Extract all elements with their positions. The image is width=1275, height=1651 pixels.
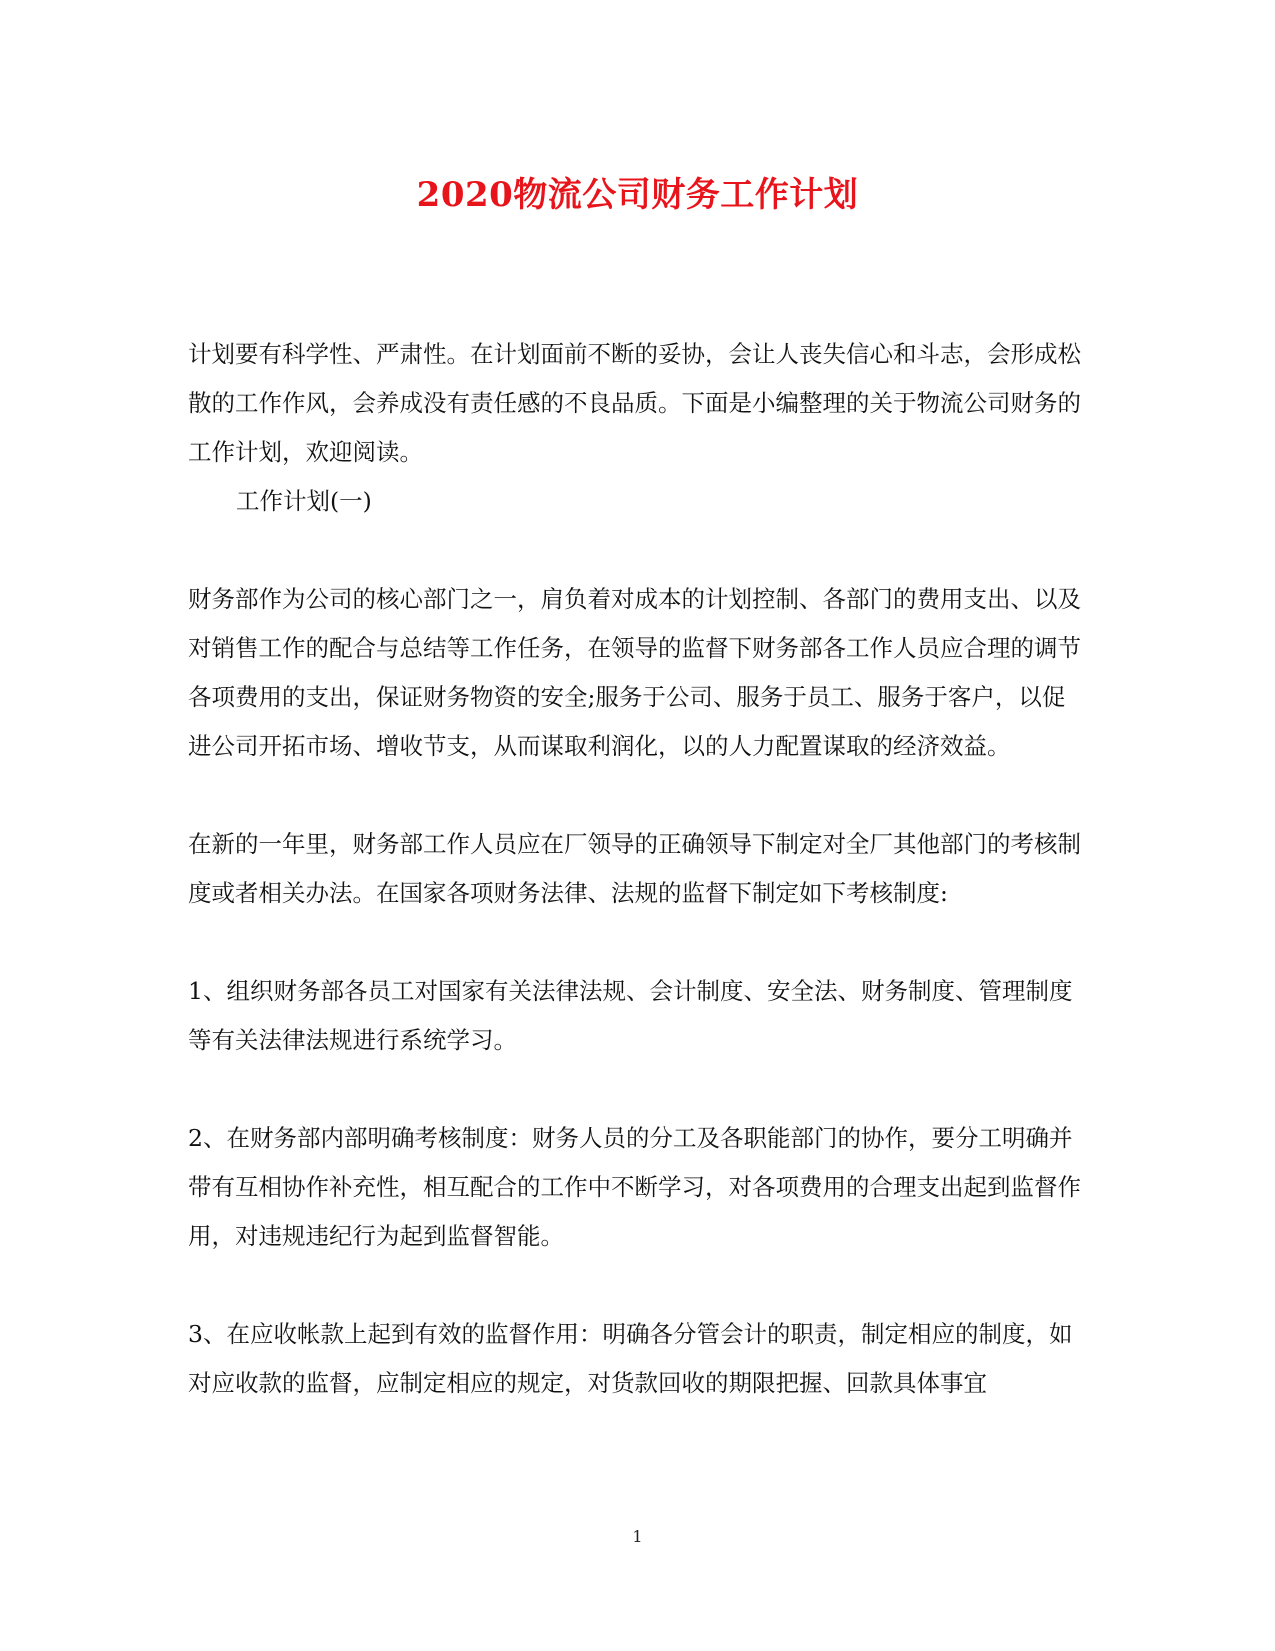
body-paragraph: 财务部作为公司的核心部门之一，肩负着对成本的计划控制、各部门的费用支出、以及对销售工作的配合与总结等工作任务，在领导的监督下财务部各工作人员应合理的调节各项费用的支出，保证财务物资的安全;服务于公司、服务于员工、服务于客户，以促进公司开拓市场、增收节支，从而谋取利润化，以的人力配置谋取的经济效益。 (188, 585, 1081, 760)
document-body (188, 330, 1088, 1408)
section-heading: 工作计划(一) (236, 487, 372, 515)
list-item: 1、组织财务部各员工对国家有关法律法规、会计制度、安全法、财务制度、管理制度等有关法律法规进行系统学习。 (188, 977, 1073, 1054)
paragraph-gap (188, 526, 1088, 575)
body-paragraph: 在新的一年里，财务部工作人员应在厂领导的正确领导下制定对全厂其他部门的考核制度或者相关办法。在国家各项财务法律、法规的监督下制定如下考核制度: (188, 830, 1081, 907)
intro-paragraph: 计划要有科学性、严肃性。在计划面前不断的妥协，会让人丧失信心和斗志，会形成松散的工作作风，会养成没有责任感的不良品质。下面是小编整理的关于物流公司财务的工作计划，欢迎阅读。 (188, 340, 1081, 466)
list-item: 2、在财务部内部明确考核制度：财务人员的分工及各职能部门的协作，要分工明确并带有互相协作补充性，相互配合的工作中不断学习，对各项费用的合理支出起到监督作用，对违规违纪行为起到监督智能。 (188, 1124, 1081, 1250)
paragraph-gap (188, 771, 1088, 820)
page-number: 1 (632, 1527, 643, 1546)
paragraph-gap (188, 1065, 1088, 1114)
paragraph-gap (188, 1261, 1088, 1310)
paragraph-gap (188, 918, 1088, 967)
document-title: 2020物流公司财务工作计划 (416, 175, 859, 215)
list-item: 3、在应收帐款上起到有效的监督作用：明确各分管会计的职责，制定相应的制度，如对应收款的监督，应制定相应的规定，对货款回收的期限把握、回款具体事宜 (188, 1320, 1073, 1397)
